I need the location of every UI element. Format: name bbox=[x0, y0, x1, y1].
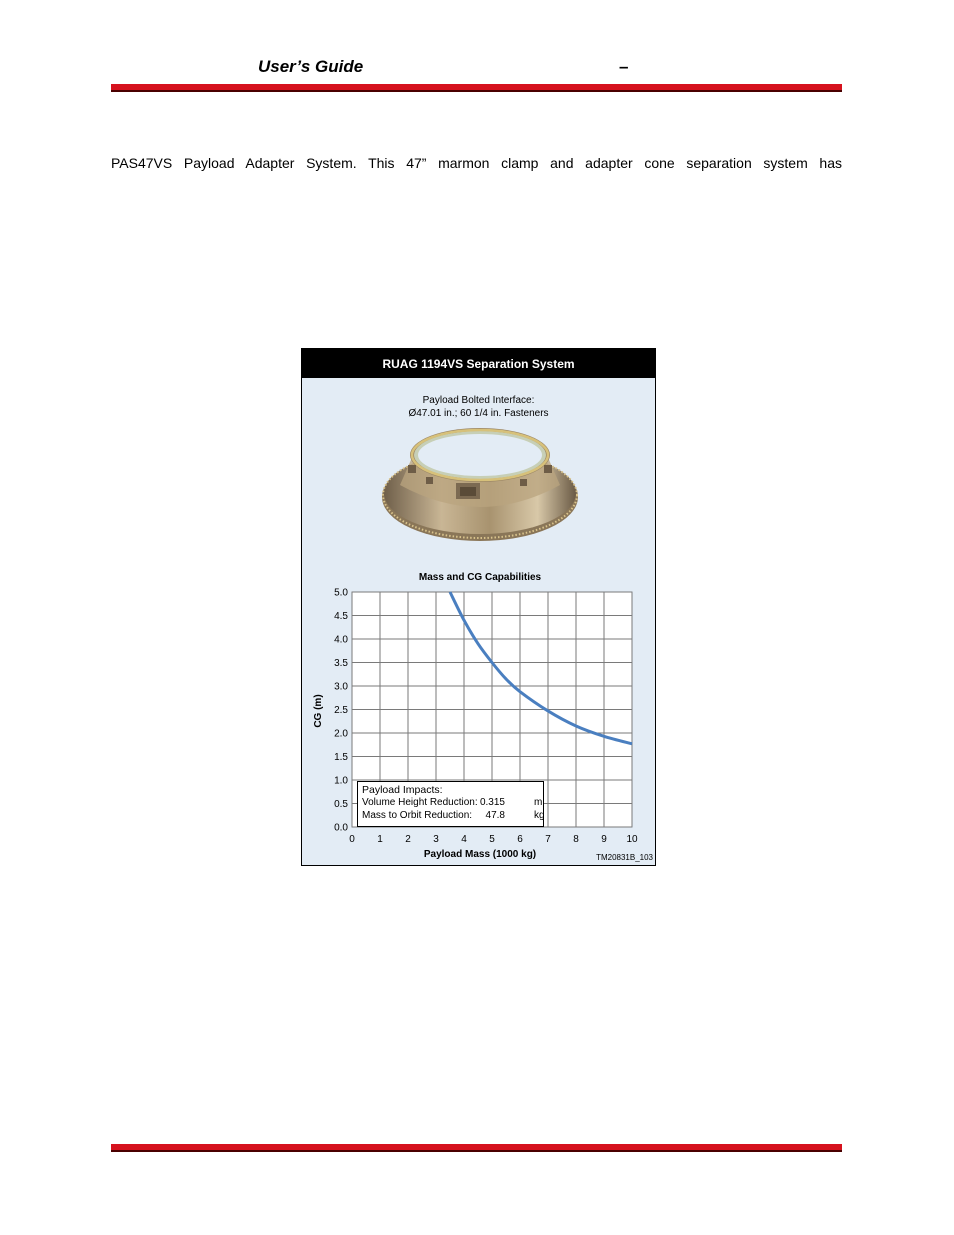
x-tick-label: 8 bbox=[573, 834, 579, 845]
impacts-title: Payload Impacts: bbox=[362, 784, 443, 796]
x-tick-label: 5 bbox=[489, 834, 495, 845]
y-tick-label: 1.0 bbox=[334, 775, 348, 787]
header-title: User’s Guide bbox=[258, 57, 364, 76]
impact-row bbox=[362, 797, 543, 810]
x-tick-label: 10 bbox=[626, 834, 638, 845]
x-axis-label: Payload Mass (1000 kg) bbox=[423, 849, 537, 860]
y-tick-labels bbox=[334, 588, 348, 834]
x-tick-label: 6 bbox=[517, 834, 523, 845]
y-axis-label: CG (m) bbox=[313, 694, 324, 728]
y-tick-label: 4.0 bbox=[334, 634, 348, 646]
y-tick-label: 3.0 bbox=[334, 681, 348, 693]
x-tick-label: 1 bbox=[377, 834, 383, 845]
body-paragraph: PAS47VS Payload Adapter System. This 47” marmon clamp and adapter cone separation system has bbox=[111, 155, 842, 171]
payload-impacts-box bbox=[357, 781, 544, 827]
x-tick-label: 0 bbox=[349, 834, 355, 845]
x-tick-label: 4 bbox=[461, 834, 467, 845]
x-tick-label: 7 bbox=[545, 834, 551, 845]
impact-unit: kg bbox=[534, 809, 545, 821]
impact-value: 47.8 bbox=[485, 809, 505, 821]
impact-row bbox=[362, 809, 545, 823]
y-tick-label: 0.5 bbox=[334, 799, 348, 810]
x-tick-label: 2 bbox=[405, 834, 411, 845]
y-tick-label: 0.0 bbox=[334, 822, 348, 834]
interface-line-1: Payload Bolted Interface: bbox=[422, 395, 535, 406]
y-tick-label: 2.0 bbox=[334, 728, 348, 740]
header-rule bbox=[111, 84, 842, 92]
footer-rule bbox=[111, 1144, 842, 1152]
impact-unit: m bbox=[534, 797, 543, 808]
x-tick-label: 3 bbox=[433, 834, 439, 845]
impact-label: Mass to Orbit Reduction: bbox=[362, 809, 473, 821]
figure-title: RUAG 1194VS Separation System bbox=[302, 349, 655, 378]
impact-label: Volume Height Reduction: bbox=[362, 797, 478, 808]
figure bbox=[301, 348, 656, 866]
x-tick-labels bbox=[349, 834, 638, 845]
interface-line-2: Ø47.01 in.; 60 1/4 in. Fasteners bbox=[408, 408, 549, 419]
x-tick-label: 9 bbox=[601, 834, 607, 845]
figure-code: TM20831B_103 bbox=[596, 853, 653, 862]
y-tick-label: 4.5 bbox=[334, 611, 348, 622]
y-tick-label: 3.5 bbox=[334, 658, 348, 669]
impact-value: 0.315 bbox=[479, 797, 505, 808]
chart-title: Mass and CG Capabilities bbox=[418, 572, 542, 583]
y-tick-label: 1.5 bbox=[334, 752, 348, 763]
y-tick-label: 2.5 bbox=[334, 705, 348, 716]
y-tick-label: 5.0 bbox=[334, 587, 348, 599]
header-dash: – bbox=[619, 57, 629, 76]
